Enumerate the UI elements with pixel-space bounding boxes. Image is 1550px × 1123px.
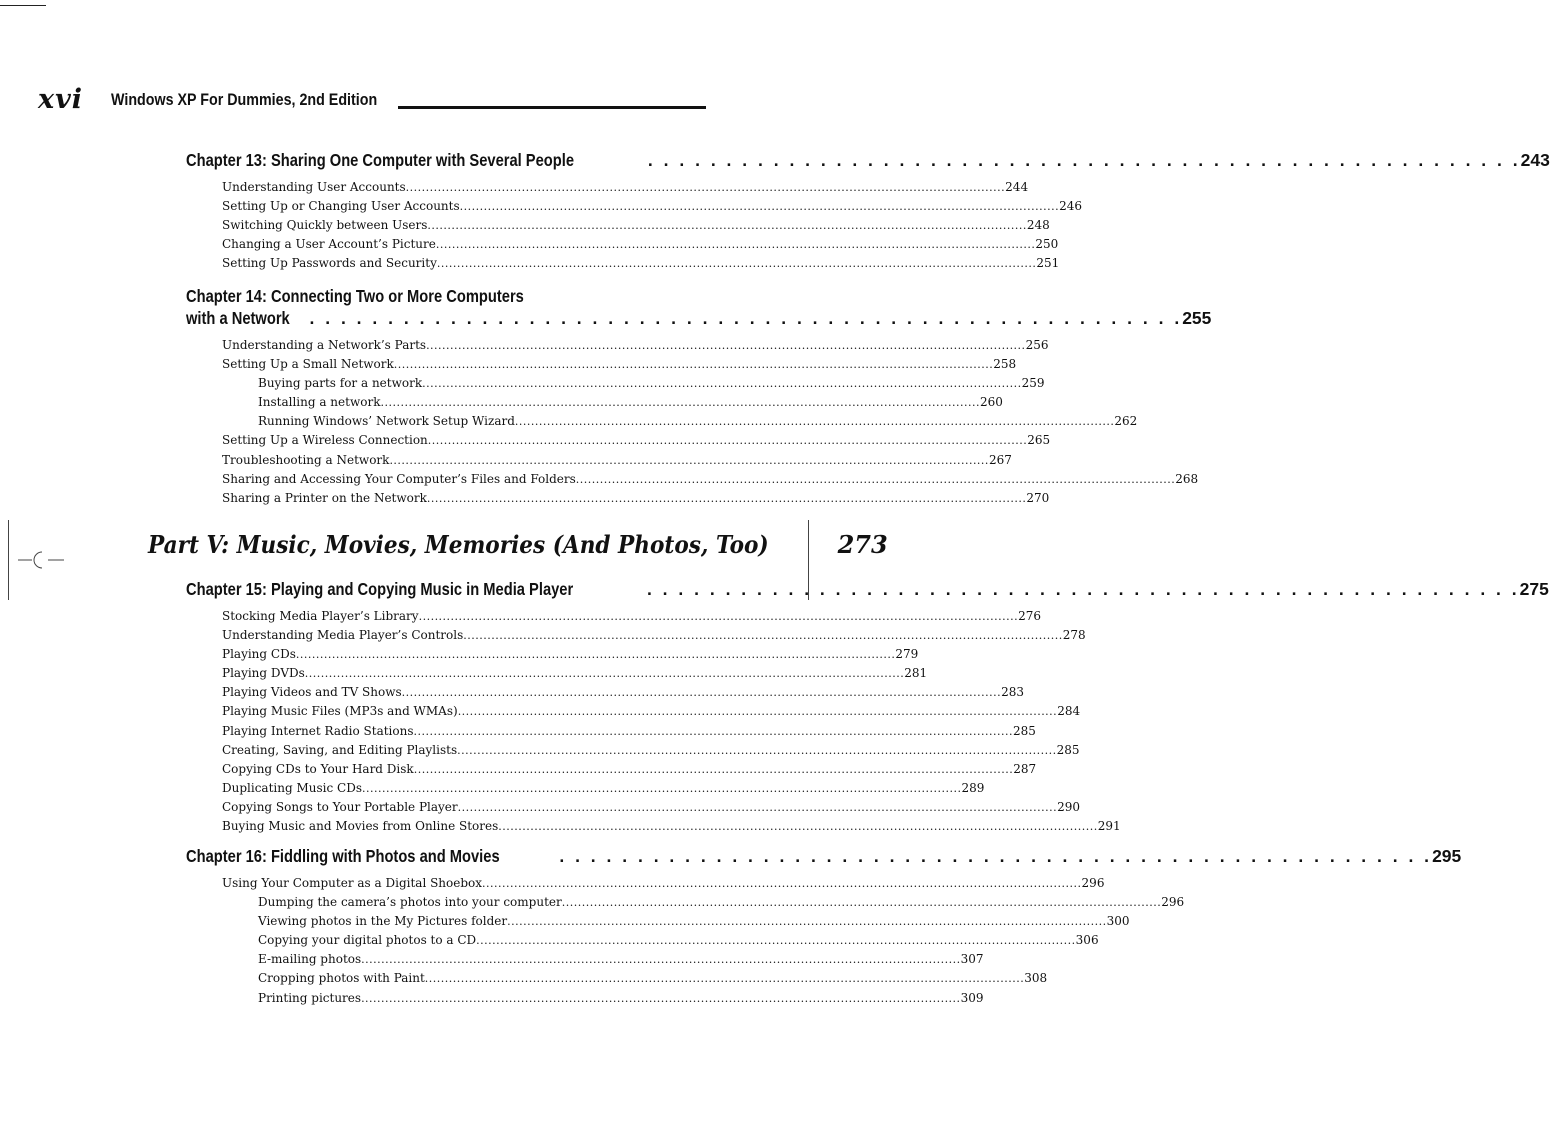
entry-title: Understanding User Accounts (222, 180, 406, 194)
toc-entry[interactable] (222, 798, 1081, 817)
entry-title: Printing pictures (258, 990, 362, 1005)
toc-entry[interactable] (222, 451, 1012, 470)
dot-leader (498, 817, 1098, 836)
chapter-heading[interactable] (186, 578, 1549, 600)
chapter-title: Chapter 13: Sharing One Computer with Several People (186, 150, 575, 170)
toc-subentry[interactable] (258, 393, 1003, 412)
entry-title: Playing Music Files (MP3s and WMAs) (222, 704, 458, 719)
toc-entry[interactable] (222, 355, 1017, 374)
toc-subentry[interactable] (258, 912, 1130, 931)
dot-leader (458, 798, 1058, 817)
entry-page: 307 (960, 952, 984, 967)
chapter-page: 255 (1182, 308, 1212, 328)
chapter-heading[interactable] (186, 307, 1212, 329)
dot-leader (576, 470, 1176, 489)
entry-page: 251 (1036, 256, 1060, 271)
book-title: Windows XP For Dummies, 2nd Edition (111, 90, 378, 109)
dot-leader (437, 254, 1037, 273)
entry-page: 246 (1059, 199, 1083, 214)
dot-leader (310, 307, 1183, 329)
entry-title: Using Your Computer as a Digital Shoebox (222, 876, 483, 890)
entry-page: 244 (1005, 180, 1029, 194)
toc-entry[interactable] (222, 817, 1121, 836)
toc-entry[interactable] (222, 254, 1060, 273)
toc-entry[interactable] (222, 235, 1059, 254)
entry-list (186, 336, 1199, 508)
toc-entry[interactable] (222, 722, 1036, 741)
toc-entry[interactable] (222, 336, 1049, 355)
entry-page: 287 (1013, 761, 1037, 776)
entry-title: Creating, Saving, and Editing Playlists (222, 742, 458, 757)
entry-page: 291 (1097, 819, 1121, 834)
toc-entry[interactable] (222, 874, 1105, 893)
entry-page: 278 (1062, 628, 1086, 643)
dot-leader (476, 931, 1076, 950)
entry-page: 256 (1025, 338, 1049, 352)
entry-page: 281 (904, 666, 928, 681)
registration-mark-icon (18, 548, 64, 572)
dot-leader (458, 702, 1058, 721)
entry-title: Playing Videos and TV Shows (222, 685, 402, 700)
toc-entry[interactable] (222, 470, 1199, 489)
toc-subentry[interactable] (258, 950, 984, 969)
chapter-13 (186, 149, 1550, 273)
chapter-title: Chapter 15: Playing and Copying Music in Media Player (186, 579, 574, 599)
entry-title: Dumping the camera’s photos into your computer (258, 895, 562, 910)
entry-page: 309 (960, 990, 984, 1005)
entry-page: 296 (1161, 895, 1185, 910)
dot-leader (559, 845, 1432, 867)
entry-page: 268 (1175, 471, 1199, 486)
chapter-title: Chapter 16: Fiddling with Photos and Movies (186, 846, 500, 866)
dot-leader (422, 374, 1022, 393)
chapter-heading[interactable] (186, 845, 1462, 867)
chapter-page: 275 (1519, 579, 1549, 599)
entry-page: 267 (988, 452, 1012, 467)
entry-page: 279 (895, 647, 919, 662)
entry-page: 283 (1001, 685, 1025, 700)
entry-title: E-mailing photos (258, 952, 362, 967)
chapter-title-line1[interactable]: Chapter 14: Connecting Two or More Computers (186, 286, 524, 306)
entry-title: Understanding Media Player’s Controls (222, 628, 464, 643)
entry-page: 276 (1018, 609, 1041, 623)
dot-leader (305, 664, 905, 683)
entry-title: Playing DVDs (222, 666, 305, 681)
chapter-page: 295 (1432, 846, 1462, 866)
entry-page: 270 (1026, 490, 1050, 505)
entry-page: 258 (993, 357, 1017, 372)
entry-title: Copying Songs to Your Portable Player (222, 799, 458, 814)
entry-title: Viewing photos in the My Pictures folder (258, 914, 508, 929)
entry-title: Buying parts for a network (258, 376, 423, 391)
dot-leader (647, 578, 1520, 600)
dot-leader (427, 216, 1027, 235)
toc-entry[interactable] (222, 607, 1041, 626)
entry-page: 300 (1106, 914, 1130, 929)
entry-title: Copying CDs to Your Hard Disk (222, 761, 414, 776)
dot-leader (427, 489, 1027, 508)
dot-leader (507, 912, 1107, 931)
toc-entry[interactable] (222, 216, 1050, 235)
dot-leader (515, 412, 1115, 431)
part-page: 273 (837, 530, 888, 559)
entry-page: 308 (1024, 971, 1048, 986)
toc-entry[interactable] (222, 702, 1081, 721)
toc-entry[interactable] (222, 431, 1051, 450)
entry-page: 290 (1057, 799, 1081, 814)
chapter-heading[interactable] (186, 149, 1550, 171)
dot-leader (436, 235, 1036, 254)
part-heading[interactable] (148, 530, 888, 559)
entry-list (186, 607, 1121, 836)
entry-title: Installing a network (258, 395, 381, 410)
dot-leader (457, 741, 1057, 760)
toc-subentry[interactable] (258, 412, 1138, 431)
toc-entry[interactable] (222, 178, 1029, 197)
running-header (38, 84, 708, 120)
dot-leader (380, 393, 980, 412)
entry-title: Running Windows’ Network Setup Wizard (258, 414, 515, 429)
entry-page: 285 (1013, 723, 1036, 738)
entry-page: 296 (1081, 876, 1105, 890)
chapter-title-line2: with a Network (186, 308, 290, 328)
entry-page: 289 (961, 780, 985, 795)
toc-entry[interactable] (222, 664, 928, 683)
toc-entry[interactable] (222, 626, 1086, 645)
dot-leader (414, 760, 1014, 779)
entry-page: 265 (1027, 433, 1051, 448)
toc-entry[interactable] (222, 197, 1083, 216)
entry-title: Setting Up or Changing User Accounts (222, 199, 460, 214)
toc-subentry[interactable] (258, 931, 1099, 950)
entry-title: Setting Up a Small Network (222, 357, 394, 372)
dot-leader (361, 950, 961, 969)
dot-leader (406, 178, 1006, 197)
entry-title: Understanding a Network’s Parts (222, 338, 427, 352)
entry-page: 284 (1057, 704, 1081, 719)
dot-leader (463, 626, 1063, 645)
entry-page: 260 (979, 395, 1003, 410)
entry-title: Buying Music and Movies from Online Stores (222, 819, 499, 834)
dot-leader (389, 451, 989, 470)
toc-entry[interactable] (222, 779, 985, 798)
dot-leader (394, 355, 994, 374)
entry-list (186, 178, 1083, 273)
dot-leader (482, 874, 1082, 893)
entry-page: 262 (1114, 414, 1138, 429)
entry-title: Switching Quickly between Users (222, 218, 428, 233)
entry-page: 248 (1026, 218, 1050, 233)
toc-subentry[interactable] (258, 374, 1045, 393)
entry-title: Stocking Media Player’s Library (222, 609, 419, 623)
dot-leader (419, 607, 1019, 626)
entry-title: Duplicating Music CDs (222, 780, 362, 795)
entry-title: Copying your digital photos to a CD (258, 933, 477, 948)
chapter-16 (186, 845, 1462, 1008)
part-title: Part V: Music, Movies, Memories (And Photos, Too) (148, 530, 769, 559)
toc-subentry[interactable] (258, 969, 1048, 988)
dot-leader (426, 336, 1026, 355)
entry-page: 285 (1056, 742, 1080, 757)
toc-subentry[interactable] (258, 989, 984, 1008)
entry-page: 306 (1075, 933, 1099, 948)
entry-title: Setting Up Passwords and Security (222, 256, 437, 271)
page-folio: xvi (38, 84, 84, 115)
dot-leader (296, 645, 896, 664)
header-rule (398, 106, 706, 109)
entry-page: 250 (1035, 237, 1059, 252)
chapter-14 (186, 285, 1212, 508)
toc-entry[interactable] (222, 489, 1050, 508)
toc-entry[interactable] (222, 760, 1037, 779)
chapter-15 (186, 578, 1549, 836)
entry-title: Sharing and Accessing Your Computer’s Files and Folders (222, 471, 576, 486)
dot-leader (460, 197, 1060, 216)
dot-leader (414, 722, 1014, 741)
entry-title: Changing a User Account’s Picture (222, 237, 436, 252)
page-edge-mark-left (8, 520, 9, 600)
dot-leader (402, 683, 1002, 702)
entry-list (186, 874, 1185, 1008)
entry-title: Sharing a Printer on the Network (222, 490, 427, 505)
entry-title: Cropping photos with Paint (258, 971, 425, 986)
dot-leader (562, 893, 1162, 912)
entry-title: Playing Internet Radio Stations (222, 723, 414, 738)
toc-subentry[interactable] (258, 893, 1185, 912)
toc-entry[interactable] (222, 645, 919, 664)
dot-leader (361, 989, 961, 1008)
entry-page: 259 (1021, 376, 1045, 391)
chapter-page: 243 (1520, 150, 1550, 170)
entry-title: Troubleshooting a Network (222, 452, 390, 467)
entry-title: Playing CDs (222, 647, 296, 662)
toc-entry[interactable] (222, 741, 1080, 760)
toc-entry[interactable] (222, 683, 1025, 702)
dot-leader (362, 779, 962, 798)
entry-title: Setting Up a Wireless Connection (222, 433, 428, 448)
dot-leader (428, 431, 1028, 450)
crop-mark-top (0, 5, 46, 6)
dot-leader (425, 969, 1025, 988)
dot-leader (648, 149, 1521, 171)
